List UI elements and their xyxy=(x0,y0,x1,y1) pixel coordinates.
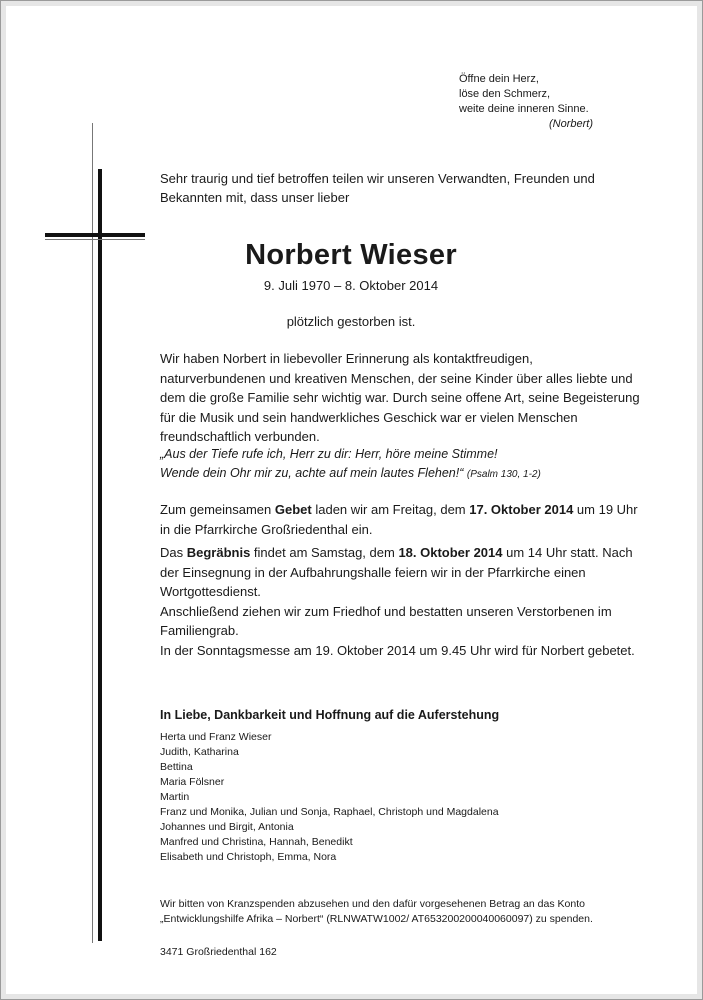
funeral-date: 18. Oktober 2014 xyxy=(398,545,503,560)
memorial-paragraph: Wir haben Norbert in liebevoller Erinnerung als kontaktfreudigen, naturverbundenen und kreativen Menschen, der seine Kinder über alles liebte und dem die große Familie sehr wichtig war. Durch seine offene Art, seine Begeisterung für die Musik und sein handwerkliches Geschick war er vielen Menschen freundschaftlich verbunden. xyxy=(160,351,640,444)
donation-line-1: Wir bitten von Kranzspenden abzusehen und den dafür vorgesehenen Betrag an das Konto xyxy=(160,898,585,910)
family-member: Elisabeth und Christoph, Emma, Nora xyxy=(160,851,337,863)
hope-heading: In Liebe, Dankbarkeit und Hoffnung auf die Auferstehung xyxy=(160,708,500,722)
psalm-line-1: „Aus der Tiefe rufe ich, Herr zu dir: Herr, höre meine Stimme! xyxy=(160,447,498,461)
funeral-paragraph-3: In der Sonntagsmesse am 19. Oktober 2014 um 9.45 Uhr wird für Norbert gebetet. xyxy=(160,642,635,658)
prayer-announcement xyxy=(160,500,640,539)
cross-thin-line xyxy=(92,123,93,943)
funeral-text: um 14 Uhr statt. Nach der Einsegnung in der Aufbahrungshalle feiern wir in der Pfarrkirche einen Wortgottesdienst. xyxy=(160,545,633,599)
family-member: Franz und Monika, Julian und Sonja, Raphael, Christoph und Magdalena xyxy=(160,806,499,818)
family-member: Johannes und Birgit, Antonia xyxy=(160,821,294,833)
prayer-text: Zum gemeinsamen xyxy=(160,502,275,517)
funeral-bold-label: Begräbnis xyxy=(186,545,251,560)
family-list xyxy=(160,730,640,865)
family-member: Manfred und Christina, Hannah, Benedikt xyxy=(160,836,353,848)
donation-line-2: „Entwicklungshilfe Afrika – Norbert“ (RLNWATW1002/ AT653200200040060097) zu spenden. xyxy=(160,913,593,925)
death-statement: plötzlich gestorben ist. xyxy=(286,314,416,329)
funeral-announcement xyxy=(160,543,640,660)
motto-verse xyxy=(459,72,659,132)
intro-text: Sehr traurig und tief betroffen teilen wir unseren Verwandten, Freunden und Bekannten mit, dass unser lieber xyxy=(160,171,595,205)
funeral-paragraph-2: Anschließend ziehen wir zum Friedhof und bestatten unseren Verstorbenen im Familiengrab. xyxy=(160,603,612,638)
family-address: 3471 Großriedenthal 162 xyxy=(160,946,277,958)
prayer-date: 17. Oktober 2014 xyxy=(469,502,574,517)
deceased-name: Norbert Wieser xyxy=(245,239,457,271)
donation-note xyxy=(160,897,650,927)
motto-author: (Norbert) xyxy=(549,118,594,130)
family-member: Bettina xyxy=(160,761,193,773)
family-member: Martin xyxy=(160,791,190,803)
prayer-bold-label: Gebet xyxy=(274,502,312,517)
life-dates: 9. Juli 1970 – 8. Oktober 2014 xyxy=(263,278,439,293)
psalm-quote xyxy=(160,445,640,484)
psalm-reference: (Psalm 130, 1-2) xyxy=(466,469,541,480)
family-member: Judith, Katharina xyxy=(160,746,239,758)
family-member: Herta und Franz Wieser xyxy=(160,731,272,743)
psalm-line-2: Wende dein Ohr mir zu, achte auf mein lautes Flehen!“ xyxy=(160,466,464,480)
prayer-text: laden wir am Freitag, dem xyxy=(311,502,470,517)
motto-line: weite deine inneren Sinne. xyxy=(459,103,589,115)
motto-line: löse den Schmerz, xyxy=(459,88,551,100)
funeral-text: Das xyxy=(160,545,187,560)
family-member: Maria Fölsner xyxy=(160,776,225,788)
funeral-paragraph-1 xyxy=(160,543,640,602)
funeral-text: findet am Samstag, dem xyxy=(250,545,399,560)
prayer-text: um 19 Uhr in die Pfarrkirche Großriedenthal ein. xyxy=(160,502,638,537)
motto-line: Öffne dein Herz, xyxy=(459,73,539,85)
